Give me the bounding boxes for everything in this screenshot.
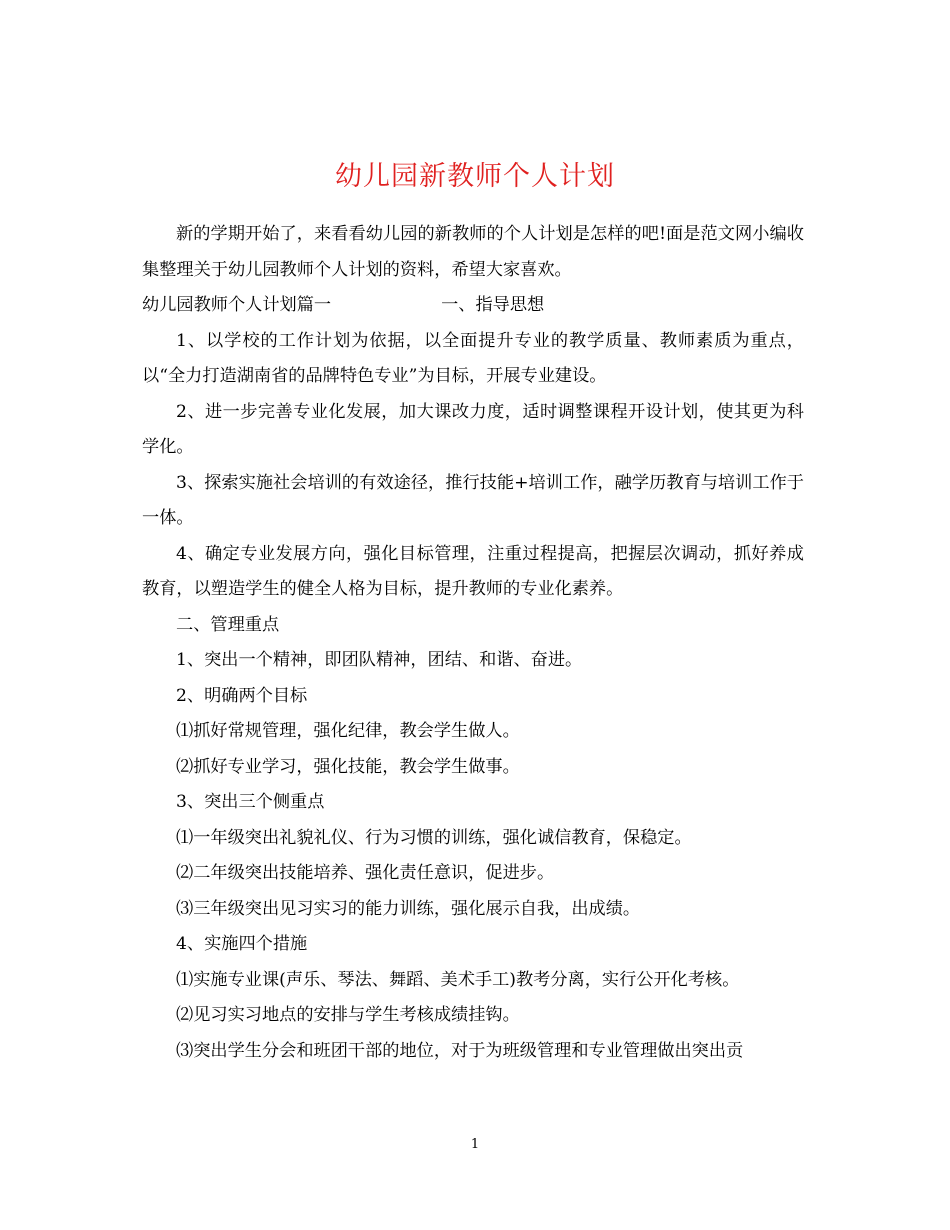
paragraph-item: ⑶三年级突出见习实习的能力训练，强化展示自我，出成绩。 <box>176 898 641 919</box>
paragraph-item: 3、突出三个侧重点 <box>176 792 325 812</box>
section-heading: 一、指导思想 <box>441 295 545 315</box>
paragraph-item: 2、进一步完善专业化发展，加大课改力度，适时调整课程开设计划，使其更为科学化。 <box>142 401 804 457</box>
paragraph-item: ⑴一年级突出礼貌礼仪、行为习惯的训练，强化诚信教育，保稳定。 <box>176 827 692 848</box>
paragraph-item: ⑶突出学生分会和班团干部的地位，对于为班级管理和专业管理做出突出贡 <box>176 1040 744 1061</box>
paragraph-item: ⑴抓好常规管理，强化纪律，教会学生做人。 <box>176 721 520 741</box>
paragraph-item: 3、探索实施社会培训的有效途径，推行技能+培训工作，融学历教育与培训工作于一体。 <box>142 472 804 528</box>
document-title: 幼儿园新教师个人计划 <box>335 161 615 193</box>
document-body <box>142 217 804 1069</box>
section-heading-line <box>142 288 804 324</box>
paragraph-item: ⑵抓好专业学习，强化技能，教会学生做事。 <box>176 756 520 777</box>
paragraph-item: 1、突出一个精神，即团队精神，团结、和谐、奋进。 <box>176 650 583 670</box>
paragraph-intro: 新的学期开始了，来看看幼儿园的新教师的个人计划是怎样的吧!面是范文网小编收集整理关于幼儿园教师个人计划的资料，希望大家喜欢。 <box>142 224 804 280</box>
paragraph-item: 4、实施四个措施 <box>176 934 308 954</box>
paragraph-item: ⑴实施专业课(声乐、琴法、舞蹈、美术手工)教考分离，实行公开化考核。 <box>176 969 740 990</box>
page-number: 1 <box>470 1137 480 1152</box>
paragraph-item: 1、以学校的工作计划为依据，以全面提升专业的教学质量、教师素质为重点，以“全力打造湖南省的品牌特色专业”为目标，开展专业建设。 <box>142 330 804 386</box>
paragraph-item: ⑵见习实习地点的安排与学生考核成绩挂钩。 <box>176 1005 520 1025</box>
chapter-title: 幼儿园教师个人计划篇一 <box>142 295 332 315</box>
paragraph-item: ⑵二年级突出技能培养、强化责任意识，促进步。 <box>176 863 555 883</box>
paragraph-item: 2、明确两个目标 <box>176 685 308 706</box>
paragraph-item: 4、确定专业发展方向，强化目标管理，注重过程提高，把握层次调动，抓好养成教育，以塑造学生的健全人格为目标，提升教师的专业化素养。 <box>142 543 804 599</box>
section-heading: 二、管理重点 <box>176 614 280 635</box>
